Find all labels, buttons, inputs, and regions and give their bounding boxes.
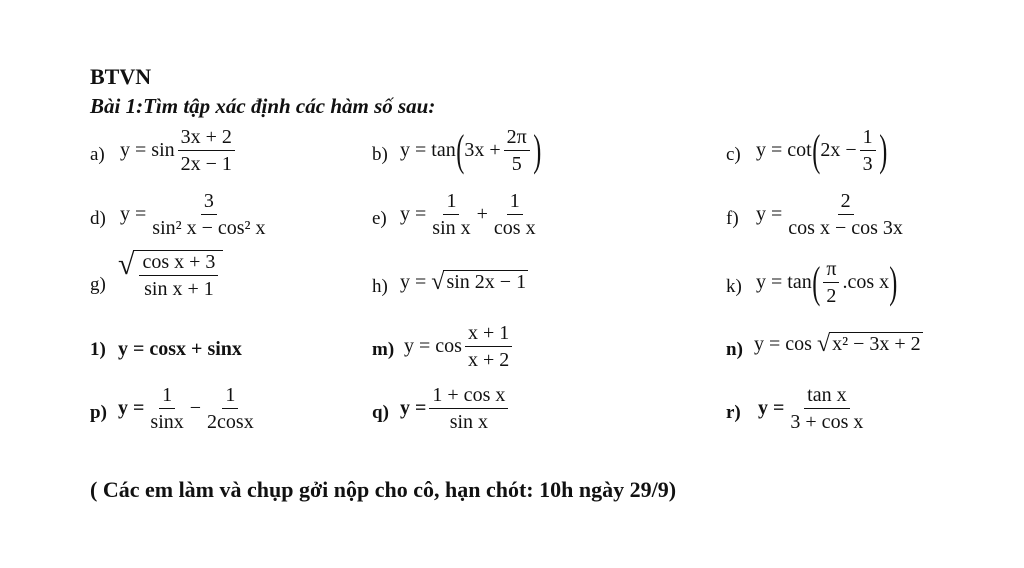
formula-e-den1: sin x (432, 217, 471, 239)
formula-e-fraction-2 (491, 190, 539, 239)
formula-f-num: 2 (838, 190, 854, 215)
item-g-label: g) (90, 274, 106, 295)
formula-e-op: + (476, 203, 488, 225)
formula-q-num: 1 + cos x (429, 384, 508, 409)
item-r-label: r) (726, 402, 741, 423)
formula-d-lhs: y = (120, 203, 147, 225)
formula-n-lhs: y = cos (754, 332, 812, 355)
item-f-label: f) (726, 208, 739, 229)
item-h-label: h) (372, 276, 388, 297)
formula-d (120, 190, 272, 239)
formula-d-fraction (149, 190, 268, 239)
right-paren-glyph: ) (533, 125, 542, 175)
formula-q-lhs: y = (400, 397, 427, 419)
formula-h-lhs: y = (400, 270, 427, 293)
left-paren-glyph: ( (812, 125, 821, 175)
formula-f (756, 190, 909, 239)
formula-g-num: cos x + 3 (139, 251, 218, 276)
formula-b-den: 5 (511, 153, 522, 175)
formula-f-den: cos x − cos 3x (788, 217, 903, 239)
formula-e-lhs: y = (400, 203, 427, 225)
formula-h-radicand: sin 2x − 1 (443, 270, 528, 294)
formula-a-fraction (178, 126, 235, 175)
item-p-label: p) (90, 402, 107, 423)
item-m-label: m) (372, 339, 395, 360)
formula-p-num1: 1 (159, 384, 175, 409)
formula-a (120, 126, 238, 175)
sqrt-glyph: √ (816, 331, 831, 357)
formula-f-lhs: y = (756, 203, 783, 225)
formula-m-lhs: y = cos (404, 335, 462, 357)
exercise-heading: Bài 1:Tìm tập xác định các hàm số sau: (90, 94, 436, 118)
formula-p-den1: sinx (150, 411, 184, 433)
item-e-label: e) (372, 208, 387, 229)
page-title: BTVN (90, 64, 152, 89)
formula-b-lhs: y = tan (400, 139, 456, 161)
formula-m-num: x + 1 (465, 322, 512, 347)
formula-h (400, 270, 528, 294)
formula-b-fraction (504, 126, 530, 175)
formula-q (400, 384, 511, 433)
formula-p (118, 384, 260, 433)
formula-a-den: 2x − 1 (180, 153, 232, 175)
item-k-label: k) (726, 276, 742, 297)
formula-p-den2: 2cosx (207, 411, 254, 433)
formula-b-inner: 3x + (464, 139, 501, 161)
formula-r-den: 3 + cos x (790, 411, 864, 433)
formula-m (404, 322, 515, 371)
sqrt-glyph: √ (118, 248, 135, 281)
formula-e (400, 190, 542, 239)
sqrt-glyph: √ (431, 269, 445, 295)
formula-c-lhs: y = cot (756, 139, 812, 161)
formula-n-sqrt (817, 332, 923, 356)
formula-e-fraction-1 (429, 190, 473, 239)
formula-h-sqrt (431, 270, 528, 294)
left-paren-glyph: ( (456, 125, 465, 175)
item-n-label: n) (726, 339, 743, 360)
formula-f-fraction (785, 190, 906, 239)
formula-a-num: 3x + 2 (178, 126, 235, 151)
right-paren-glyph: ) (889, 257, 898, 307)
formula-k-lhs: y = tan (756, 271, 812, 293)
item-l-label: 1) (90, 339, 106, 360)
item-b-label: b) (372, 144, 388, 165)
formula-d-den: sin² x − cos² x (152, 217, 266, 239)
formula-q-den: sin x (449, 411, 489, 433)
formula-c-fraction (860, 126, 876, 175)
formula-b-num: 2π (504, 126, 530, 151)
formula-e-num1: 1 (443, 190, 459, 215)
formula-p-fraction-1 (147, 384, 186, 433)
formula-e-num2: 1 (507, 190, 523, 215)
right-paren-glyph: ) (878, 125, 888, 175)
formula-l (118, 338, 242, 361)
formula-k-fraction (823, 258, 839, 307)
formula-k-num: π (823, 258, 839, 283)
formula-q-fraction (429, 384, 508, 433)
formula-p-lhs: y = (118, 397, 145, 419)
formula-k-den: 2 (826, 285, 837, 307)
formula-p-op: − (189, 397, 202, 419)
formula-m-den: x + 2 (467, 349, 510, 371)
formula-n (754, 332, 923, 356)
formula-p-num2: 1 (222, 384, 238, 409)
formula-m-fraction (465, 322, 512, 371)
item-q-label: q) (372, 402, 389, 423)
formula-k (756, 258, 898, 307)
deadline-note: ( Các em làm và chụp gởi nộp cho cô, hạn chót: 10h ngày 29/9) (90, 477, 677, 502)
formula-d-num: 3 (201, 190, 217, 215)
item-d-label: d) (90, 208, 106, 229)
formula-g (118, 250, 223, 300)
formula-n-radicand: x² − 3x + 2 (829, 332, 923, 356)
formula-c-inner: 2x − (820, 139, 857, 161)
formula-p-fraction-2 (204, 384, 257, 433)
left-paren-glyph: ( (812, 257, 821, 307)
item-c-label: c) (726, 144, 741, 165)
formula-g-sqrt (118, 250, 223, 300)
formula-r-lhs: y = (758, 397, 785, 419)
formula-e-den2: cos x (493, 217, 536, 239)
formula-k-tail: .cos x (842, 271, 890, 293)
formula-a-lhs: y = sin (120, 139, 175, 161)
formula-r (758, 384, 869, 433)
formula-g-den: sin x + 1 (144, 278, 214, 300)
formula-c-num: 1 (860, 126, 876, 151)
formula-c-den: 3 (862, 153, 873, 175)
formula-r-fraction (787, 384, 866, 433)
formula-g-fraction (139, 251, 218, 300)
formula-c (756, 126, 887, 175)
item-a-label: a) (90, 144, 105, 165)
formula-l-text: y = cosx + sinx (118, 338, 242, 360)
formula-b (400, 126, 541, 175)
formula-r-num: tan x (804, 384, 849, 409)
